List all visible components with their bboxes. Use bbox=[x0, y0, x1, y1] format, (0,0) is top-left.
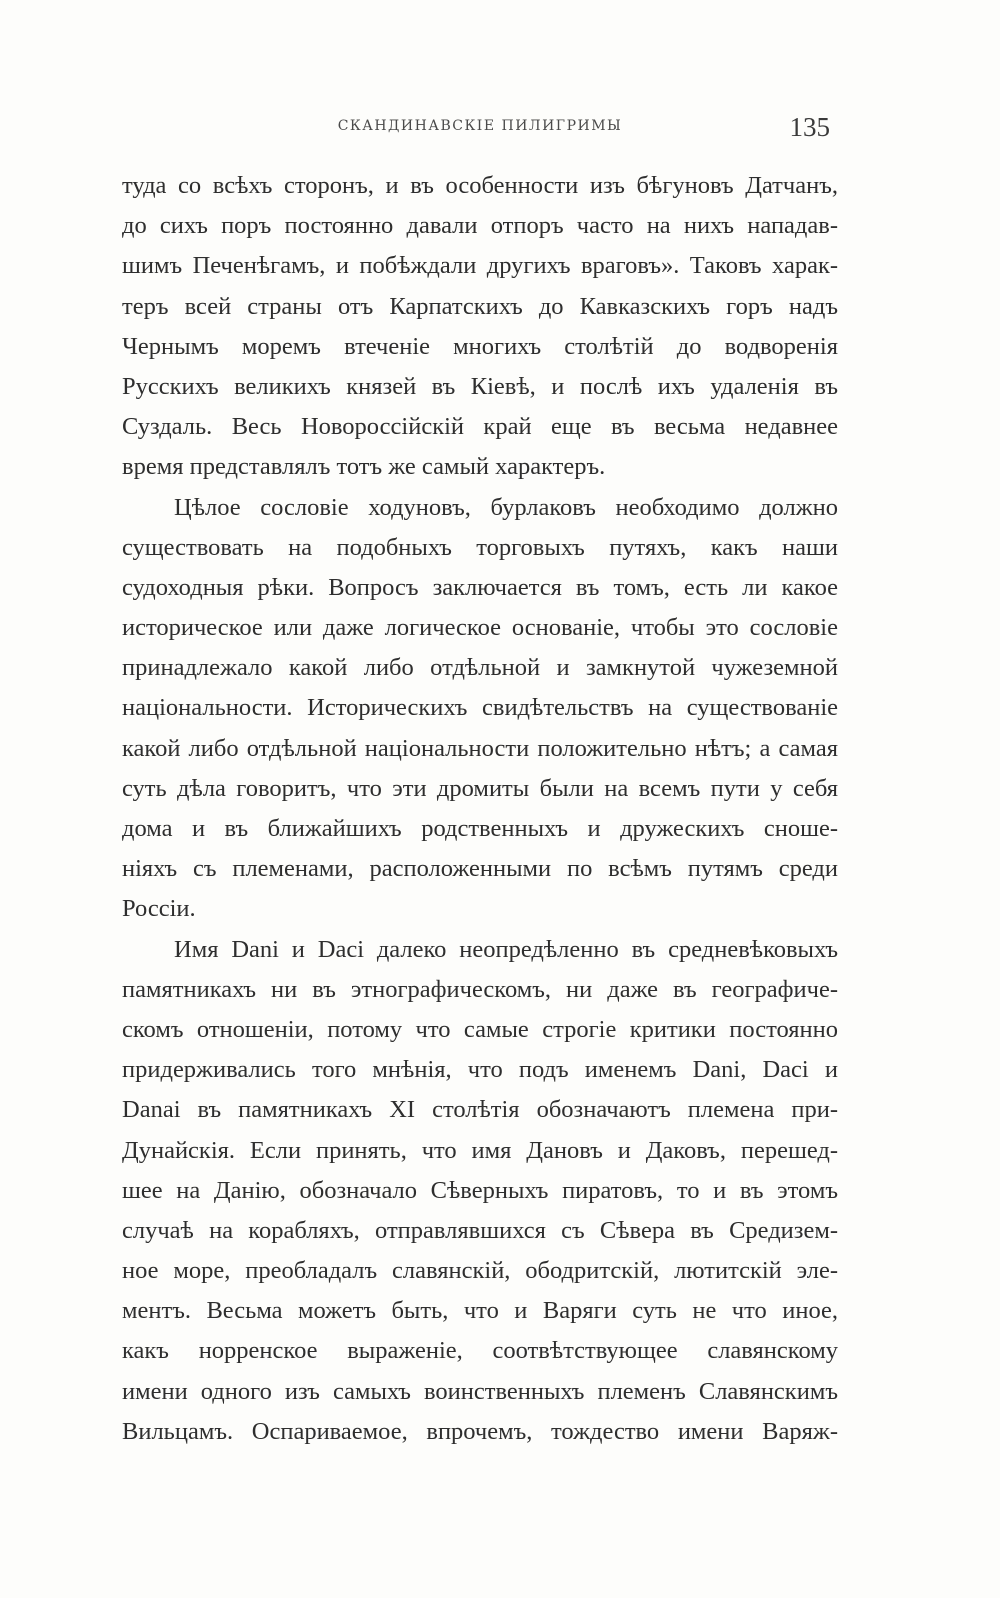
text-line: Danai въ памятникахъ XI столѣтія обозначаютъ племена при- bbox=[122, 1096, 838, 1124]
text-line: принадлежало какой либо отдѣльной и замкнутой чужеземной bbox=[122, 654, 838, 682]
text-line: суть дѣла говоритъ, что эти дромиты были на всемъ пути у себя bbox=[122, 774, 838, 802]
text-line: придерживались того мнѣнія, что подъ именемъ Dani, Daci и bbox=[122, 1056, 838, 1084]
text-line: дома и въ ближайшихъ родственныхъ и дружескихъ сноше- bbox=[122, 815, 838, 842]
text-line: національности. Историческихъ свидѣтельствъ на существованіе bbox=[122, 694, 838, 722]
page-number: 135 bbox=[789, 112, 830, 142]
text-line: Россіи. bbox=[122, 895, 196, 923]
text-line: Вильцамъ. Оспариваемое, впрочемъ, тождество имени Варяж- bbox=[122, 1417, 838, 1445]
text-line: скомъ отношеніи, потому что самые строгіе критики постоянно bbox=[122, 1015, 838, 1043]
text-line: шее на Данію, обозначало Сѣверныхъ пиратовъ, то и въ этомъ bbox=[122, 1176, 838, 1204]
page-header bbox=[120, 112, 840, 148]
text-line: какъ норренское выраженіе, соотвѣтствующее славянскому bbox=[122, 1337, 838, 1365]
text-line: случаѣ на корабляхъ, отправлявшихся съ Сѣвера въ Средизем- bbox=[122, 1216, 838, 1244]
text-line: шимъ Печенѣгамъ, и побѣждали другихъ враговъ». Таковъ харак- bbox=[122, 252, 838, 280]
text-line: судоходныя рѣки. Вопросъ заключается въ томъ, есть ли какое bbox=[122, 573, 838, 601]
text-line: Русскихъ великихъ князей въ Кіевѣ, и послѣ ихъ удаленія въ bbox=[122, 372, 838, 400]
text-line: историческое или даже логическое основаніе, чтобы это сословіе bbox=[122, 614, 838, 642]
text-line: Чернымъ моремъ втеченіе многихъ столѣтій до водворенія bbox=[122, 332, 838, 360]
text-line: теръ всей страны отъ Карпатскихъ до Кавказскихъ горъ надъ bbox=[122, 292, 838, 320]
text-line: памятникахъ ни въ этнографическомъ, ни даже въ географиче- bbox=[122, 975, 838, 1003]
text-line: Цѣлое сословіе ходуновъ, бурлаковъ необходимо должно bbox=[174, 493, 838, 521]
text-line: туда со всѣхъ сторонъ, и въ особенности изъ бѣгуновъ Датчанъ, bbox=[122, 172, 838, 199]
text-line: ментъ. Весьма можетъ быть, что и Варяги суть не что иное, bbox=[122, 1297, 838, 1325]
text-line: существовать на подобныхъ торговыхъ путяхъ, какъ наши bbox=[122, 533, 838, 561]
text-line: ніяхъ съ племенами, расположенными по всѣмъ путямъ среди bbox=[122, 855, 838, 883]
text-line: время представлялъ тотъ же самый характеръ. bbox=[122, 453, 606, 481]
text-line: Дунайскія. Если принять, что имя Дановъ и Даковъ, перешед- bbox=[122, 1136, 838, 1164]
running-title: СКАНДИНАВСКІЕ ПИЛИГРИМЫ bbox=[337, 118, 623, 134]
text-line: Имя Dani и Daci далеко неопредѣленно въ средневѣковыхъ bbox=[174, 935, 838, 963]
text-line: какой либо отдѣльной національности положительно нѣтъ; а самая bbox=[122, 734, 838, 762]
text-line: имени одного изъ самыхъ воинственныхъ племенъ Славянскимъ bbox=[122, 1377, 838, 1405]
text-line: ное море, преобладалъ славянскій, ободритскій, лютитскій эле- bbox=[122, 1257, 838, 1285]
body-text bbox=[122, 166, 838, 1452]
text-line: до сихъ поръ постоянно давали отпоръ часто на нихъ нападав- bbox=[122, 212, 838, 240]
text-line: Суздаль. Весь Новороссійскій край еще въ весьма недавнее bbox=[122, 413, 838, 441]
